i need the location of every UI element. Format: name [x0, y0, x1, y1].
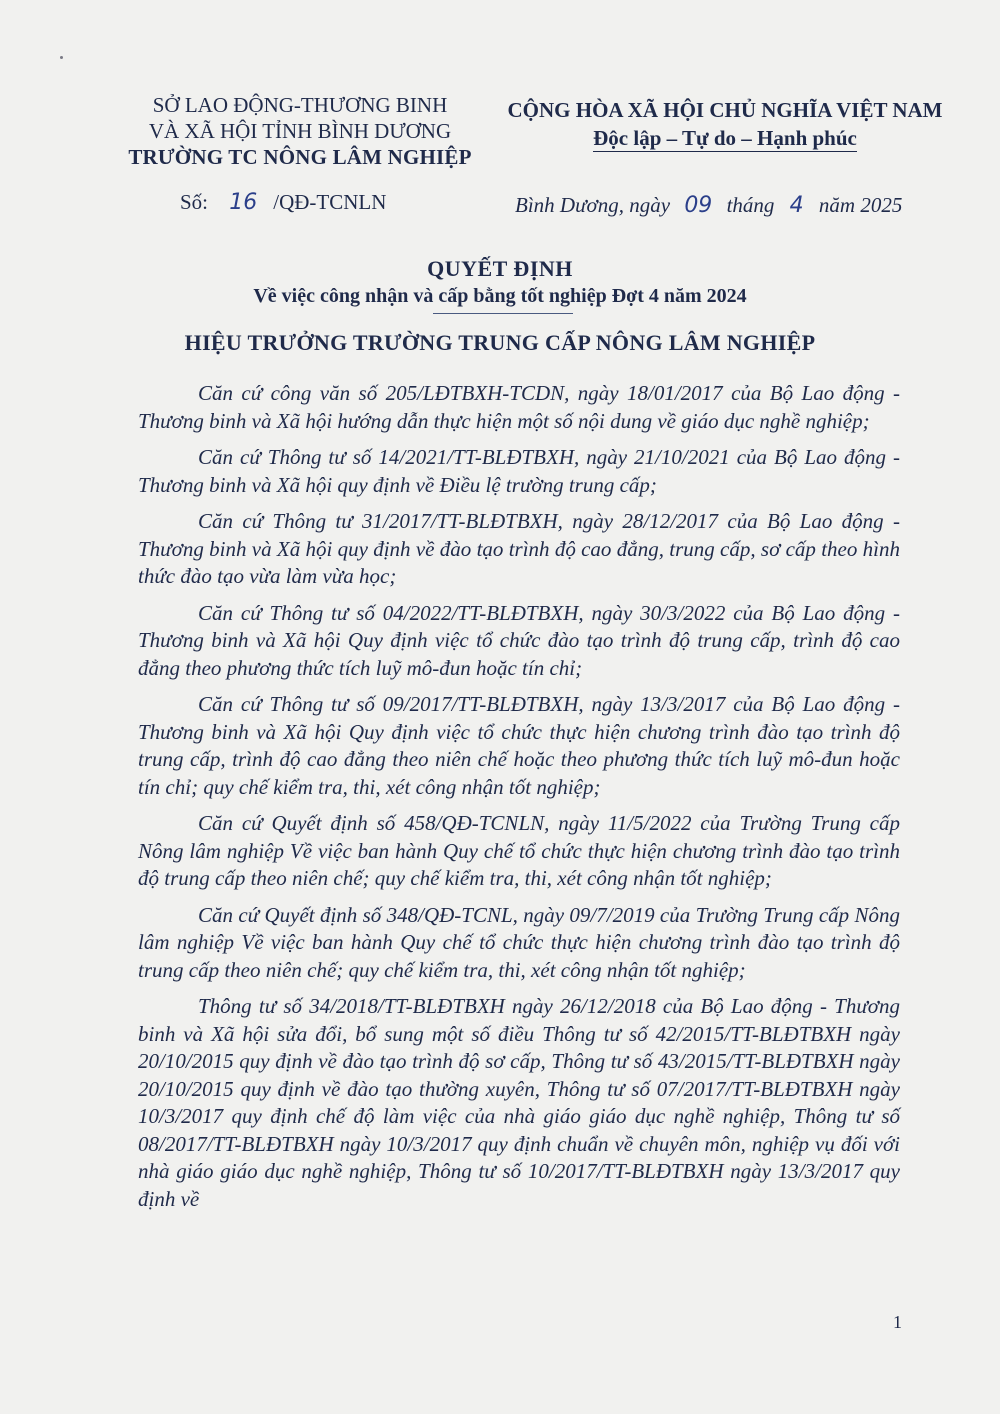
document-title: QUYẾT ĐỊNH: [427, 256, 573, 281]
agency-line-1: SỞ LAO ĐỘNG-THƯƠNG BINH: [152, 93, 448, 117]
issue-date: [515, 193, 902, 218]
number-suffix: /QĐ-TCNLN: [273, 190, 387, 214]
handwritten-day: 09: [684, 193, 713, 218]
number-prefix: Số:: [180, 190, 209, 214]
legal-basis-paragraph: Căn cứ Quyết định số 348/QĐ-TCNL, ngày 09/7/2019 của Trường Trung cấp Nông lâm nghiệp Về việc ban hành Quy chế tổ chức thực hiện chương trình đào tạo trình độ trung cấp theo niên chế; quy chế kiểm tra, thi, xét công nhận tốt nghiệp;: [138, 902, 900, 982]
handwritten-number: 16: [229, 190, 258, 215]
scan-speck: [60, 56, 63, 59]
national-heading: [480, 96, 970, 152]
legal-basis-paragraph: Căn cứ Thông tư 31/2017/TT-BLĐTBXH, ngày 28/12/2017 của Bộ Lao động - Thương binh và Xã hội quy định về đào tạo trình độ cao đẳng, trung cấp, sơ cấp theo hình thức đào tạo vừa làm vừa học;: [138, 509, 900, 588]
legal-basis-paragraph: Căn cứ công văn số 205/LĐTBXH-TCDN, ngày 18/01/2017 của Bộ Lao động - Thương binh và Xã hội hướng dẫn thực hiện một số nội dung về giáo dục nghề nghiệp;: [138, 381, 900, 433]
issuing-agency: [100, 92, 500, 170]
agency-line-2: VÀ XÃ HỘI TỈNH BÌNH DƯƠNG: [148, 119, 452, 143]
document-body: [138, 380, 900, 1222]
authority-heading: HIỆU TRƯỞNG TRƯỜNG TRUNG CẤP NÔNG LÂM NGHIỆP: [184, 330, 816, 355]
date-year: năm 2025: [818, 193, 903, 217]
document-subtitle: Về việc công nhận và cấp bằng tốt nghiệp Đợt 4 năm 2024: [253, 285, 747, 307]
legal-basis-paragraph: Căn cứ Thông tư số 09/2017/TT-BLĐTBXH, ngày 13/3/2017 của Bộ Lao động - Thương binh và Xã hội Quy định việc tổ chức thực hiện chương trình đào tạo trình độ trung cấp, trình độ cao đẳng theo niên chế hoặc theo phương thức tích luỹ mô-đun hoặc tín chỉ; quy chế kiểm tra, thi, xét công nhận tốt nghiệp;: [138, 692, 900, 799]
legal-basis-paragraph: Thông tư số 34/2018/TT-BLĐTBXH ngày 26/12/2018 của Bộ Lao động - Thương binh và Xã hội sửa đổi, bổ sung một số điều Thông tư số 42/2015/TT-BLĐTBXH ngày 20/10/2015 quy định về đào tạo trình độ sơ cấp, Thông tư số 43/2015/TT-BLĐTBXH ngày 20/10/2015 quy định về đào tạo thường xuyên, Thông tư số 07/2017/TT-BLĐTBXH ngày 10/3/2017 quy định chế độ làm việc của nhà giáo giáo dục nghề nghiệp, Thông tư số 08/2017/TT-BLĐTBXH ngày 10/3/2017 quy định chuẩn về chuyên môn, nghiệp vụ đối với nhà giáo giáo dục nghề nghiệp, Thông tư số 10/2017/TT-BLĐTBXH ngày 13/3/2017 quy định về: [138, 994, 900, 1211]
handwritten-month: 4: [789, 193, 804, 218]
date-place: Bình Dương, ngày: [515, 193, 671, 217]
title-underline: [433, 313, 573, 314]
national-motto: Độc lập – Tự do – Hạnh phúc: [593, 126, 857, 150]
legal-basis-paragraph: Căn cứ Thông tư số 04/2022/TT-BLĐTBXH, ngày 30/3/2022 của Bộ Lao động - Thương binh và Xã hội Quy định việc tổ chức đào tạo trình độ trung cấp, trình độ cao đẳng theo phương thức tích luỹ mô-đun hoặc tín chỉ;: [138, 600, 900, 680]
date-month-label: tháng: [726, 193, 775, 217]
legal-basis-paragraph: Căn cứ Thông tư số 14/2021/TT-BLĐTBXH, ngày 21/10/2021 của Bộ Lao động - Thương binh và Xã hội quy định về Điều lệ trường trung cấp;: [138, 445, 900, 497]
legal-basis-paragraph: Căn cứ Quyết định số 458/QĐ-TCNLN, ngày 11/5/2022 của Trường Trung cấp Nông lâm nghiệp Về việc ban hành Quy chế tổ chức thực hiện chương trình đào tạo trình độ trung cấp theo niên chế; quy chế kiểm tra, thi, xét công nhận tốt nghiệp;: [138, 811, 900, 890]
page-number: 1: [893, 1312, 902, 1332]
school-name: TRƯỜNG TC NÔNG LÂM NGHIỆP: [128, 145, 472, 169]
document-number: [180, 190, 386, 215]
country-name: CỘNG HÒA XÃ HỘI CHỦ NGHĨA VIỆT NAM: [507, 98, 943, 122]
